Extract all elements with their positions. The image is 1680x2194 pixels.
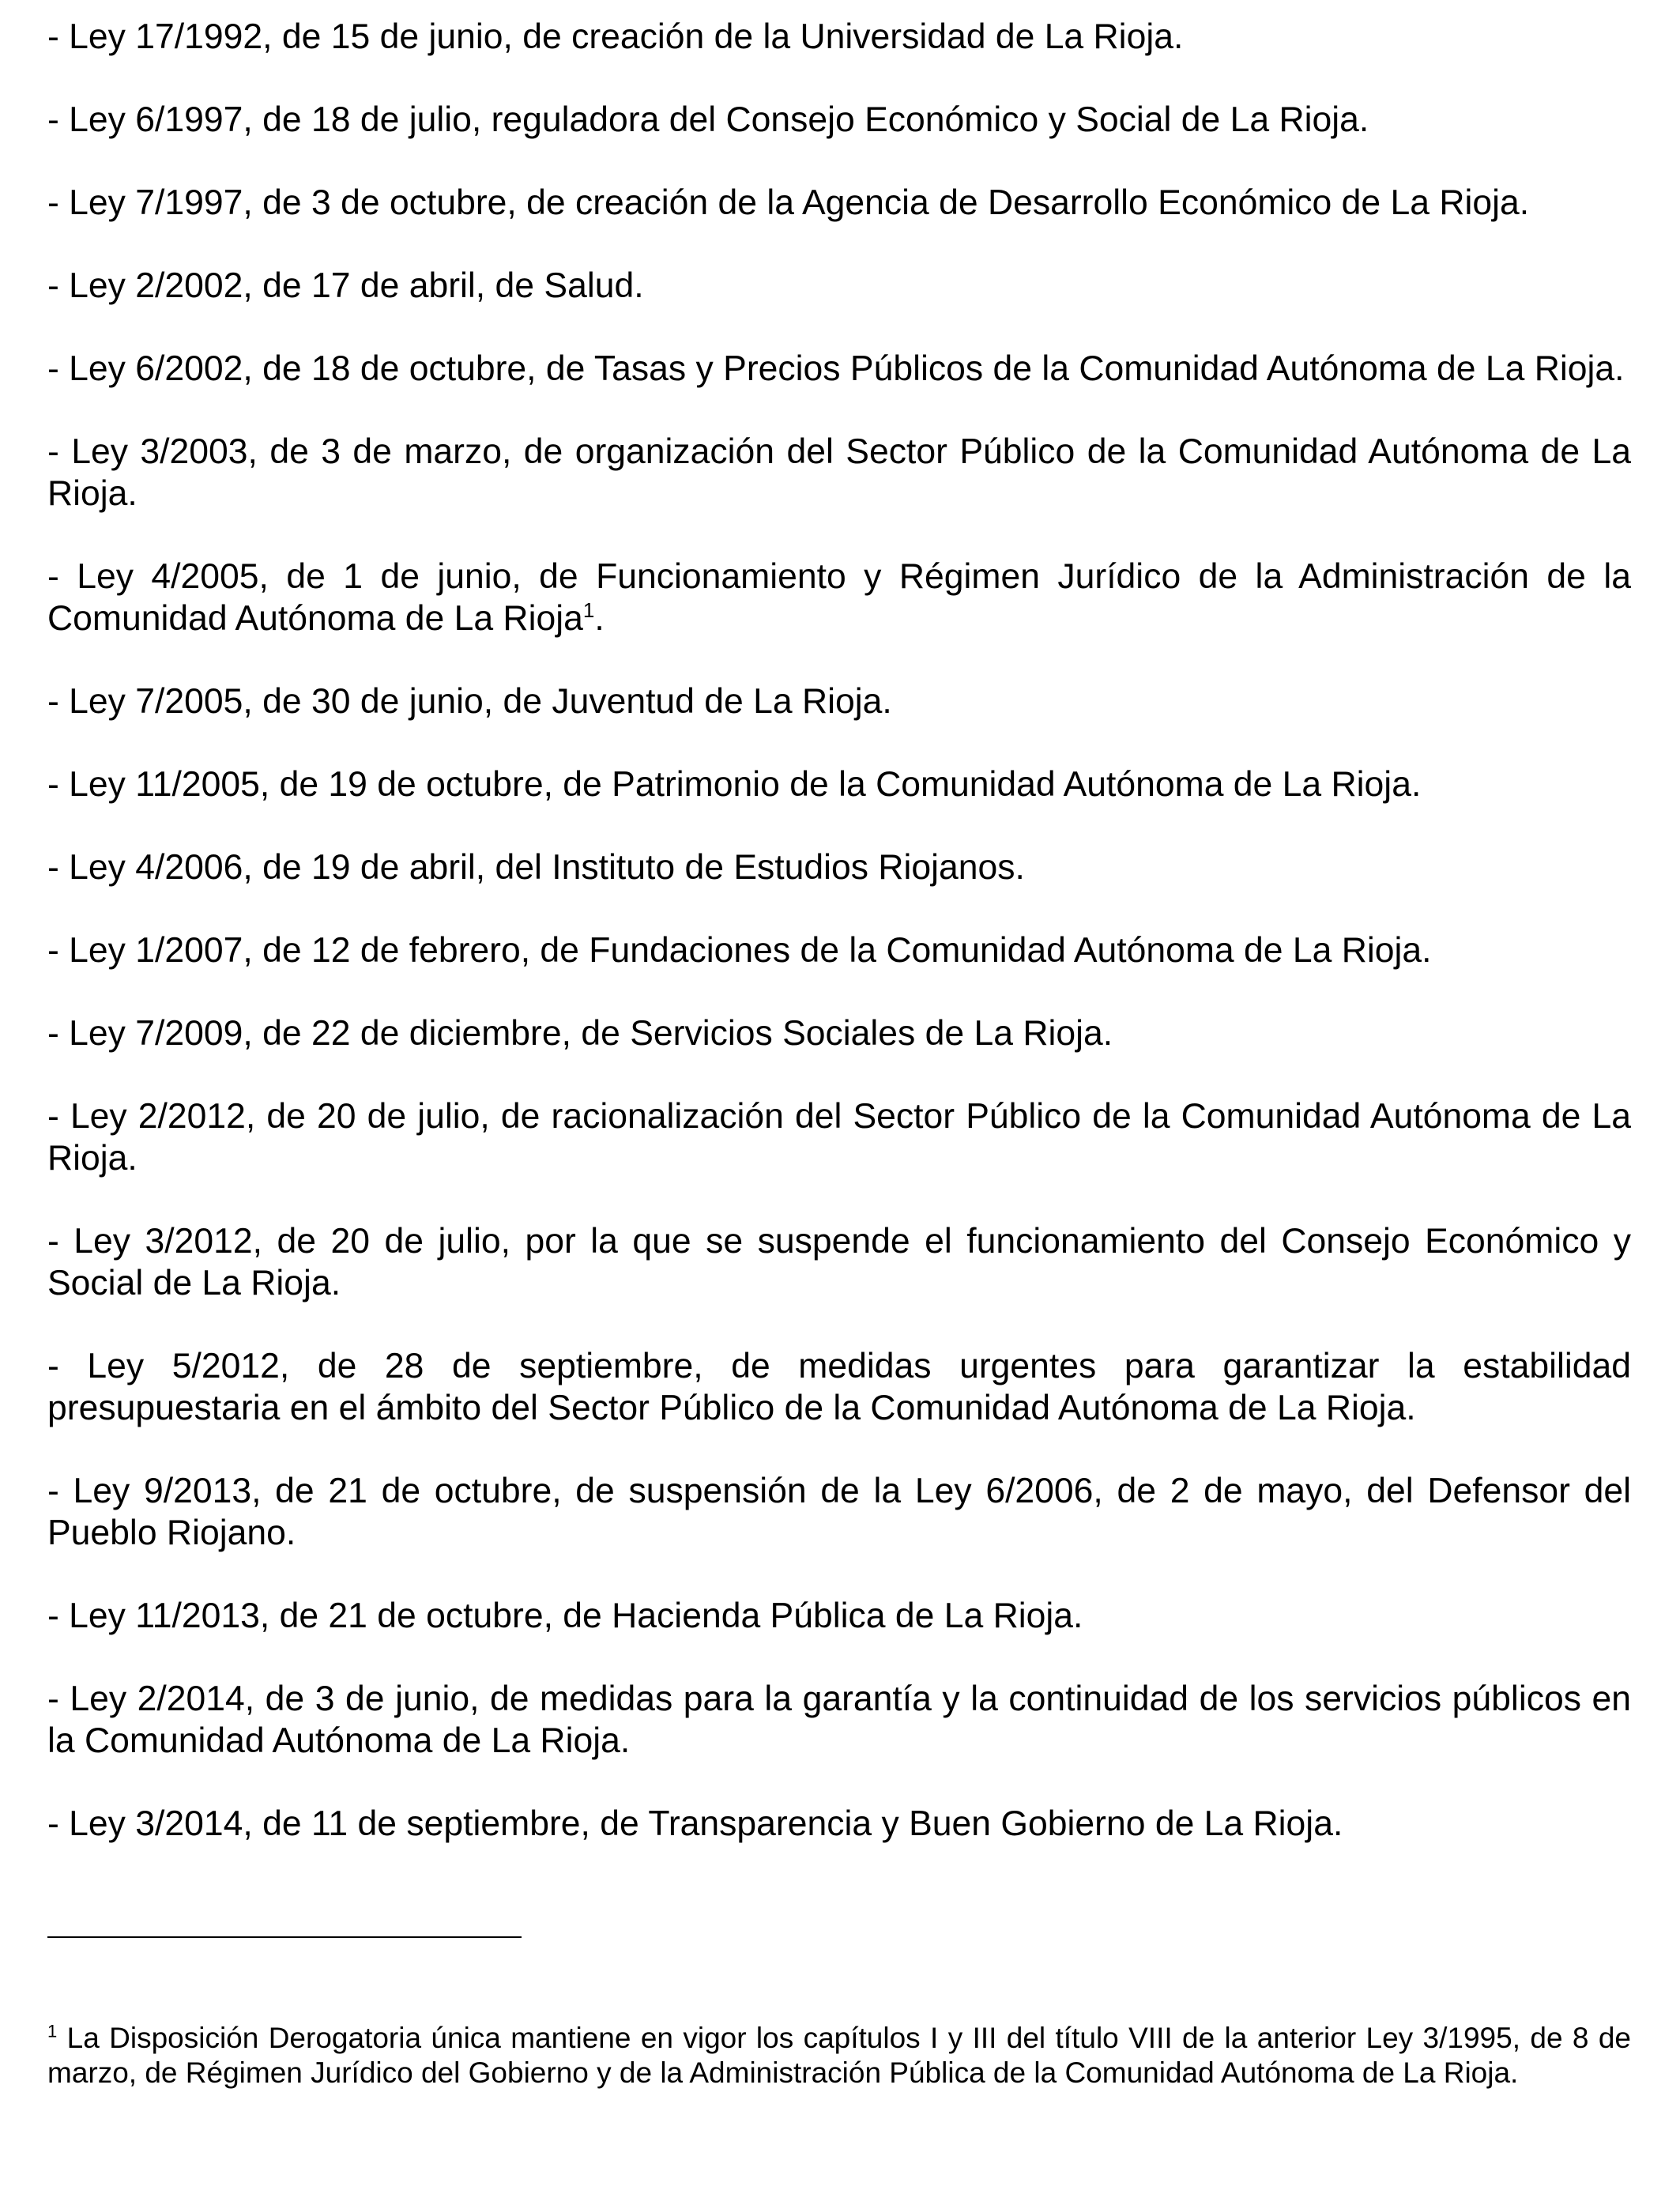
law-item: - Ley 5/2012, de 28 de septiembre, de medidas urgentes para garantizar la estabilidad presupuestaria en el ámbito del Sector Público de la Comunidad Autónoma de La Rioja. (47, 1347, 1631, 1427)
law-item: - Ley 9/2013, de 21 de octubre, de suspensión de la Ley 6/2006, de 2 de mayo, del Defensor del Pueblo Riojano. (47, 1472, 1631, 1552)
law-item: - Ley 6/1997, de 18 de julio, reguladora del Consejo Económico y Social de La Rioja. (47, 100, 1369, 139)
law-item (47, 556, 1631, 639)
law-item-text: - Ley 4/2005, de 1 de junio, de Funcionamiento y Régimen Jurídico de la Administración de la Comunidad Autónoma de La Rioja (47, 557, 1631, 638)
law-item: - Ley 17/1992, de 15 de junio, de creación de la Universidad de La Rioja. (47, 17, 1184, 56)
law-item: - Ley 2/2012, de 20 de julio, de racionalización del Sector Público de la Comunidad Autónoma de La Rioja. (47, 1097, 1631, 1178)
law-item: - Ley 1/2007, de 12 de febrero, de Fundaciones de la Comunidad Autónoma de La Rioja. (47, 931, 1432, 970)
law-item: - Ley 3/2014, de 11 de septiembre, de Transparencia y Buen Gobierno de La Rioja. (47, 1804, 1343, 1843)
footnote-number: 1 (47, 2021, 58, 2041)
law-item: - Ley 7/1997, de 3 de octubre, de creación de la Agencia de Desarrollo Económico de La Rioja. (47, 183, 1530, 222)
law-item: - Ley 7/2005, de 30 de junio, de Juventud de La Rioja. (47, 682, 892, 721)
law-item: - Ley 3/2012, de 20 de julio, por la que se suspende el funcionamiento del Consejo Económico y Social de La Rioja. (47, 1222, 1631, 1302)
law-item: - Ley 3/2003, de 3 de marzo, de organización del Sector Público de la Comunidad Autónoma de La Rioja. (47, 432, 1631, 513)
footnote-separator (47, 1936, 522, 1938)
law-item: - Ley 11/2013, de 21 de octubre, de Hacienda Pública de La Rioja. (47, 1596, 1083, 1635)
law-item-suffix: . (594, 599, 605, 638)
footnote-text: La Disposición Derogatoria única mantiene en vigor los capítulos I y III del título VIII de la anterior Ley 3/1995, de 8 de marzo, de Régimen Jurídico del Gobierno y de la Administración Pública de la Comunidad Autónoma de La Rioja. (47, 2022, 1631, 2089)
footnote-reference[interactable]: 1 (582, 598, 595, 623)
footnote (47, 2021, 1631, 2090)
law-item: - Ley 4/2006, de 19 de abril, del Instituto de Estudios Riojanos. (47, 848, 1025, 887)
law-item: - Ley 11/2005, de 19 de octubre, de Patrimonio de la Comunidad Autónoma de La Rioja. (47, 765, 1422, 804)
law-list (47, 16, 1631, 1886)
law-item: - Ley 2/2014, de 3 de junio, de medidas para la garantía y la continuidad de los servicios públicos en la Comunidad Autónoma de La Rioja. (47, 1679, 1631, 1760)
law-item: - Ley 7/2009, de 22 de diciembre, de Servicios Sociales de La Rioja. (47, 1014, 1113, 1053)
law-item: - Ley 2/2002, de 17 de abril, de Salud. (47, 266, 644, 305)
law-item: - Ley 6/2002, de 18 de octubre, de Tasas y Precios Públicos de la Comunidad Autónoma de La Rioja. (47, 349, 1625, 388)
